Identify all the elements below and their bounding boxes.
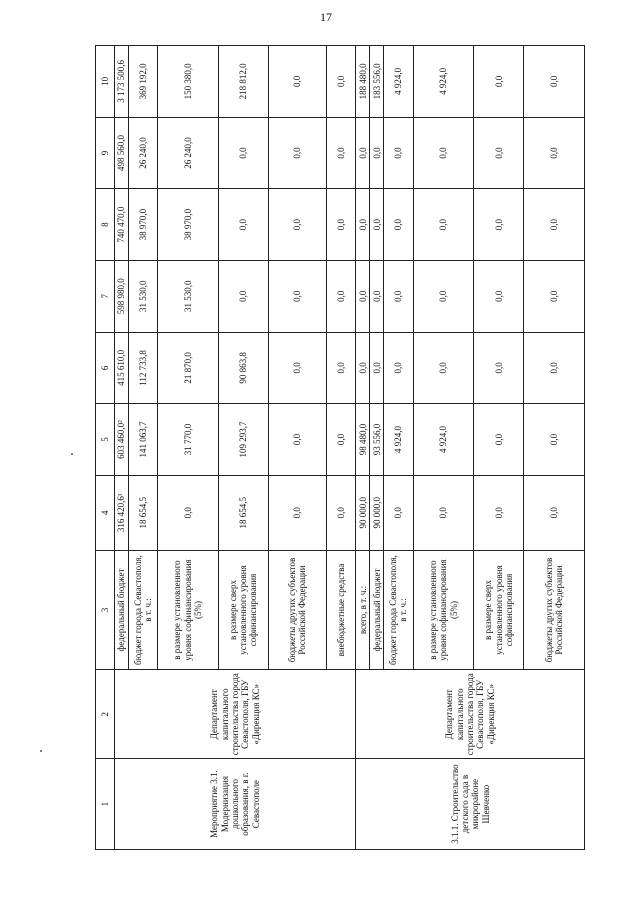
value-cell: 0,0 <box>157 475 218 550</box>
value-cell: 141 063,7 <box>128 404 157 476</box>
value-cell: 0,0 <box>218 260 268 332</box>
value-cell: 38 970,0 <box>128 189 157 261</box>
value-cell: 0,0 <box>474 475 524 550</box>
value-cell: 0,0 <box>524 46 585 118</box>
funding-source-cell: федеральный бюджет <box>114 550 128 670</box>
value-cell: 0,0 <box>218 117 268 189</box>
column-header-6: 6 <box>96 332 115 404</box>
value-cell: 369 192,0 <box>128 46 157 118</box>
column-header-8: 8 <box>96 189 115 261</box>
funding-source-cell: в размере установленного уровня софинансирования (5%) <box>157 550 218 670</box>
value-cell: 109 293,7 <box>218 404 268 476</box>
column-header-7: 7 <box>96 260 115 332</box>
value-cell: 0,0 <box>327 475 356 550</box>
value-cell: 0,0 <box>384 117 413 189</box>
funding-source-cell: всего, в т. ч.: <box>356 550 370 670</box>
value-cell: 0,0 <box>268 260 327 332</box>
value-cell: 0,0 <box>356 332 370 404</box>
value-cell: 0,0 <box>474 404 524 476</box>
page-number: 17 <box>320 10 332 24</box>
value-cell: 0,0 <box>327 332 356 404</box>
value-cell: 0,0 <box>474 260 524 332</box>
value-cell: 21 870,0 <box>157 332 218 404</box>
column-header-2: 2 <box>96 670 115 759</box>
budget-table <box>95 45 585 850</box>
value-cell: 0,0 <box>268 332 327 404</box>
value-cell: 0,0 <box>474 46 524 118</box>
value-cell: 4 924,0 <box>413 404 474 476</box>
value-cell: 0,0 <box>327 46 356 118</box>
value-cell: 0,0 <box>327 404 356 476</box>
value-cell: 31 530,0 <box>157 260 218 332</box>
value-cell: 0,0 <box>268 117 327 189</box>
value-cell: 31 770,0 <box>157 404 218 476</box>
value-cell: 4 924,0 <box>413 46 474 118</box>
column-header-5: 5 <box>96 404 115 476</box>
value-cell: 0,0 <box>327 260 356 332</box>
executor-cell: Департамент капитального строительства города Севастополя, ГБУ «Дирекция КС» <box>356 670 585 759</box>
table-row <box>356 46 370 850</box>
value-cell: 0,0 <box>268 189 327 261</box>
value-cell: 740 470,0 <box>114 189 128 261</box>
value-cell: 18 654,5 <box>218 475 268 550</box>
value-cell: 183 556,0 <box>370 46 384 118</box>
value-cell: 0,0 <box>413 117 474 189</box>
value-cell: 218 812,0 <box>218 46 268 118</box>
value-cell: 0,0 <box>384 475 413 550</box>
value-cell: 0,0 <box>268 404 327 476</box>
value-cell: 38 970,0 <box>157 189 218 261</box>
value-cell: 0,0 <box>413 260 474 332</box>
column-header-3: 3 <box>96 550 115 670</box>
value-cell: 3 173 500,6 <box>114 46 128 118</box>
value-cell: 0,0 <box>524 475 585 550</box>
value-cell: 0,0 <box>218 189 268 261</box>
value-cell: 0,0 <box>384 189 413 261</box>
value-cell: 598 980,0 <box>114 260 128 332</box>
value-cell: 316 420,6¹ <box>114 475 128 550</box>
column-header-1: 1 <box>96 759 115 850</box>
funding-source-cell: бюджеты других субъектов Российской Федерации <box>268 550 327 670</box>
measure-cell: Мероприятие 3.1. Модернизация дошкольного образования, в г. Севастополе <box>114 759 356 850</box>
value-cell: 498 560,0 <box>114 117 128 189</box>
value-cell: 0,0 <box>474 189 524 261</box>
column-header-10: 10 <box>96 46 115 118</box>
funding-source-cell: в размере сверх установленного уровня софинансирования <box>218 550 268 670</box>
value-cell: 0,0 <box>413 189 474 261</box>
funding-source-cell: бюджеты других субъектов Российской Федерации <box>524 550 585 670</box>
table-row <box>114 46 128 850</box>
value-cell: 0,0 <box>370 117 384 189</box>
value-cell: 31 530,0 <box>128 260 157 332</box>
value-cell: 0,0 <box>413 332 474 404</box>
funding-source-cell: федеральный бюджет <box>370 550 384 670</box>
value-cell: 150 380,0 <box>157 46 218 118</box>
value-cell: 0,0 <box>474 332 524 404</box>
value-cell: 112 733,8 <box>128 332 157 404</box>
value-cell: 0,0 <box>268 46 327 118</box>
value-cell: 18 654,5 <box>128 475 157 550</box>
value-cell: 0,0 <box>413 475 474 550</box>
funding-source-cell: бюджет города Севастополя, в т. ч.: <box>128 550 157 670</box>
value-cell: 26 240,0 <box>128 117 157 189</box>
value-cell: 98 480,0 <box>356 404 370 476</box>
value-cell: 603 460,0² <box>114 404 128 476</box>
column-header-9: 9 <box>96 117 115 189</box>
value-cell: 90 000,0 <box>370 475 384 550</box>
value-cell: 0,0 <box>327 117 356 189</box>
value-cell: 90 000,0 <box>356 475 370 550</box>
table-sheet <box>95 45 585 850</box>
value-cell: 0,0 <box>370 260 384 332</box>
funding-source-cell: в размере сверх установленного уровня софинансирования <box>474 550 524 670</box>
value-cell: 0,0 <box>524 332 585 404</box>
header-row <box>96 46 115 850</box>
value-cell: 0,0 <box>524 260 585 332</box>
rotated-table-container <box>95 45 585 850</box>
value-cell: 0,0 <box>327 189 356 261</box>
value-cell: 0,0 <box>524 404 585 476</box>
value-cell: 4 924,0 <box>384 46 413 118</box>
funding-source-cell: бюджет города Севастополя, в т. ч.: <box>384 550 413 670</box>
value-cell: 90 863,8 <box>218 332 268 404</box>
value-cell: 0,0 <box>356 117 370 189</box>
value-cell: 0,0 <box>356 260 370 332</box>
funding-source-cell: внебюджетные средства <box>327 550 356 670</box>
scan-speck <box>71 453 73 455</box>
value-cell: 0,0 <box>356 189 370 261</box>
value-cell: 188 480,0 <box>356 46 370 118</box>
value-cell: 0,0 <box>370 332 384 404</box>
value-cell: 0,0 <box>370 189 384 261</box>
value-cell: 0,0 <box>524 189 585 261</box>
column-header-4: 4 <box>96 475 115 550</box>
value-cell: 93 556,0 <box>370 404 384 476</box>
funding-source-cell: в размере установленного уровня софинансирования (5%) <box>413 550 474 670</box>
value-cell: 4 924,0 <box>384 404 413 476</box>
table-body <box>96 46 585 850</box>
value-cell: 415 610,0 <box>114 332 128 404</box>
value-cell: 0,0 <box>524 117 585 189</box>
value-cell: 0,0 <box>474 117 524 189</box>
value-cell: 0,0 <box>384 260 413 332</box>
scan-speck <box>40 750 42 752</box>
measure-cell: 3.1.1. Строительство детского сада в микрорайоне Шевченко <box>356 759 585 850</box>
value-cell: 0,0 <box>384 332 413 404</box>
executor-cell: Департамент капитального строительства города Севастополя, ГБУ «Дирекция КС» <box>114 670 356 759</box>
value-cell: 0,0 <box>268 475 327 550</box>
value-cell: 26 240,0 <box>157 117 218 189</box>
